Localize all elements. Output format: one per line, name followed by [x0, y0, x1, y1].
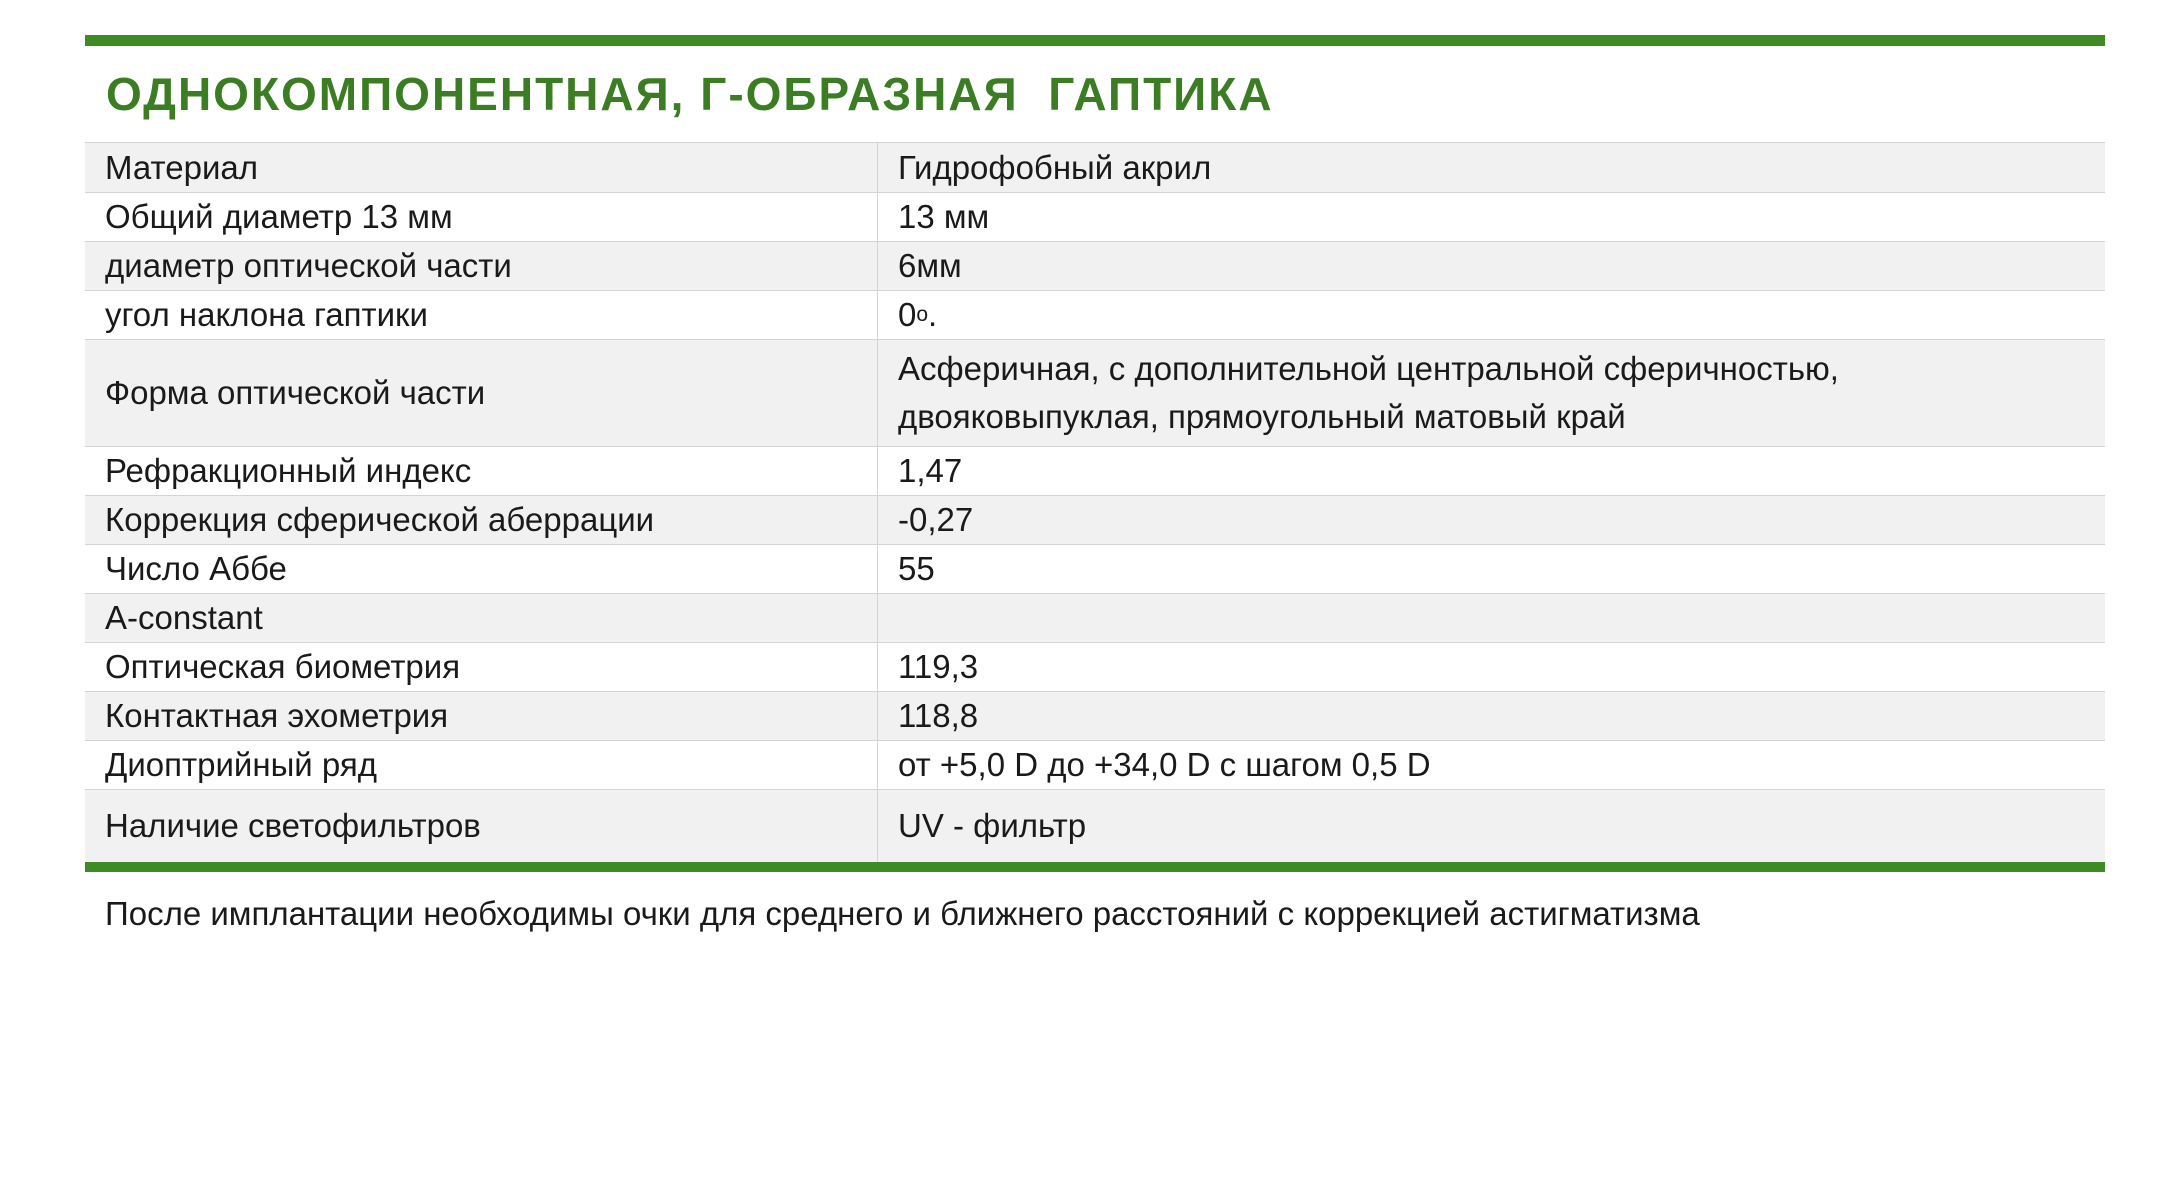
- spec-row-contact-echometry: [85, 692, 2105, 741]
- spec-label: угол наклона гаптики: [85, 291, 878, 339]
- spec-label: Число Аббе: [85, 545, 878, 593]
- card-title: ОДНОКОМПОНЕНТНАЯ, Г-ОБРАЗНАЯ ГАПТИКА: [106, 68, 1274, 120]
- spec-row-light-filters: [85, 790, 2105, 862]
- spec-value: 55: [898, 550, 935, 587]
- spec-label: Материал: [85, 143, 878, 192]
- spec-label: Коррекция сферической аберрации: [85, 496, 878, 544]
- spec-label: Общий диаметр 13 мм: [85, 193, 878, 241]
- spec-row-a-constant: [85, 594, 2105, 643]
- spec-label: Наличие светофильтров: [85, 790, 878, 862]
- spec-row-abbe-number: [85, 545, 2105, 594]
- spec-row-refractive-index: [85, 447, 2105, 496]
- spec-row-optic-shape: [85, 340, 2105, 447]
- spec-value: от +5,0 D до +34,0 D с шагом 0,5 D: [898, 746, 1431, 783]
- spec-table: [85, 142, 2105, 862]
- spec-value: [878, 594, 2105, 642]
- spec-label: Оптическая биометрия: [85, 643, 878, 691]
- spec-row-optical-biometry: [85, 643, 2105, 692]
- spec-value: 119,3: [898, 648, 979, 685]
- spec-row-overall-diameter: [85, 193, 2105, 242]
- haptic-angle-suffix: .: [928, 296, 938, 333]
- spec-value: 118,8: [898, 697, 979, 734]
- spec-row-haptic-angle: [85, 291, 2105, 340]
- spec-label: Форма оптической части: [85, 340, 878, 446]
- spec-value: Асферичная, с дополнительной центральной сферичностью, двояковыпуклая, прямоугольный матовый край: [898, 350, 1839, 435]
- spec-value: 6мм: [898, 247, 962, 284]
- spec-label: Диоптрийный ряд: [85, 741, 878, 789]
- spec-value: 1,47: [898, 452, 963, 489]
- spec-label: Контактная эхометрия: [85, 692, 878, 740]
- spec-row-material: [85, 143, 2105, 193]
- spec-value: UV - фильтр: [898, 807, 1087, 844]
- spec-value: Гидрофобный акрил: [898, 148, 1212, 186]
- haptic-angle-number: 0: [898, 296, 917, 333]
- spec-value: -0,27: [898, 501, 974, 538]
- spec-row-optic-diameter: [85, 242, 2105, 291]
- spec-value: 0 о .: [878, 291, 2105, 339]
- spec-label: Рефракционный индекс: [85, 447, 878, 495]
- spec-card: [85, 35, 2105, 936]
- spec-row-spherical-aberration: [85, 496, 2105, 545]
- spec-label: диаметр оптической части: [85, 242, 878, 290]
- footnote: После имплантации необходимы очки для среднего и ближнего расстояний с коррекцией астигматизма: [105, 895, 1700, 932]
- spec-value: 13 мм: [898, 198, 990, 235]
- bottom-accent-rule: [85, 862, 2105, 872]
- top-accent-rule: [85, 35, 2105, 46]
- spec-label: A-constant: [85, 594, 878, 642]
- spec-row-diopter-range: [85, 741, 2105, 790]
